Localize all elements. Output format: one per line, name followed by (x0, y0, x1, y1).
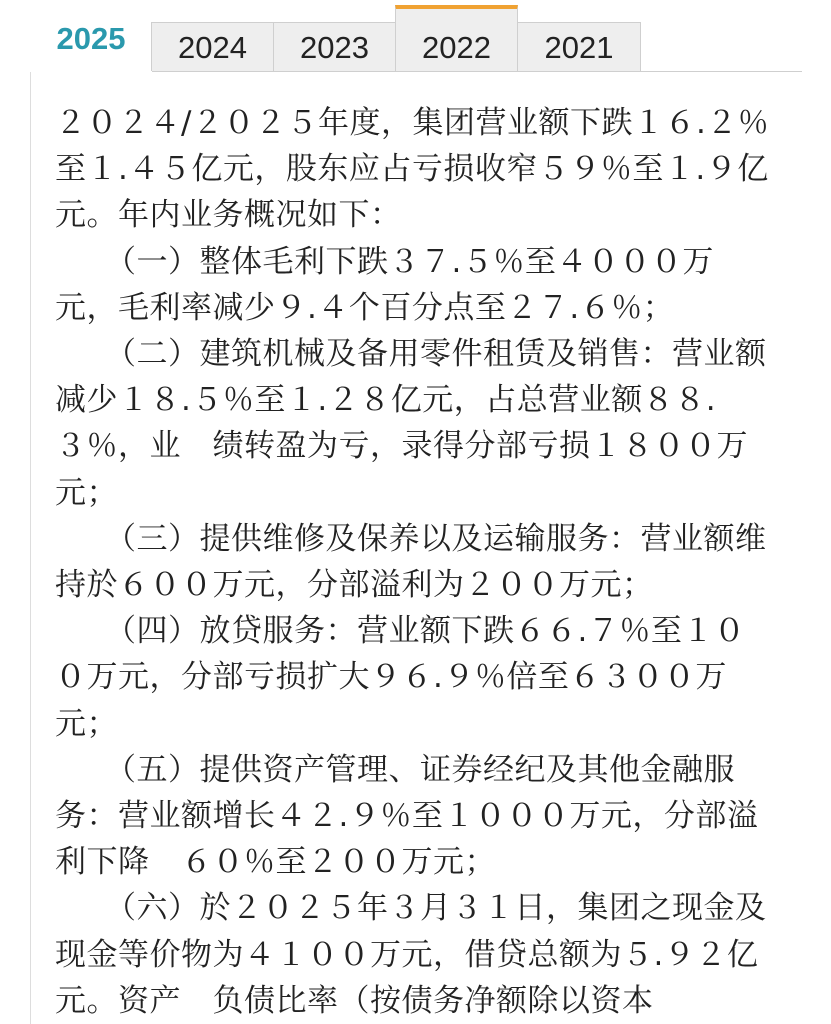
tab-2023[interactable]: 2023 (273, 22, 396, 71)
tab-2025[interactable]: 2025 (30, 10, 152, 72)
summary-item-3: （三）提供维修及保养以及运输服务：营业额维持於６００万元，分部溢利为２００万元； (55, 520, 767, 604)
summary-item-2: （二）建筑机械及备用零件租赁及销售：营业额减少１８.５％至１.２８亿元，占总营业额８８.３％，业 绩转盈为亏，录得分部亏损１８００万元； (55, 336, 767, 511)
summary-item-1: （一）整体毛利下跌３７.５％至４０００万元，毛利率减少９.４个百分点至２７.６％； (55, 243, 714, 326)
annual-summary (55, 100, 801, 1024)
tab-2021[interactable]: 2021 (517, 22, 641, 71)
summary-item-5: （五）提供资产管理、证券经纪及其他金融服务：营业额增长４２.９％至１０００万元，分部溢利下降 ６０％至２００万元； (55, 751, 759, 881)
content-left-border (30, 20, 31, 1024)
summary-item-6: （六）於２０２５年３月３１日，集团之现金及现金等价物为４１００万元，借贷总额为５.９２亿元。资产 负债比率（按债务净额除以资本 (55, 890, 767, 1019)
summary-intro: ２０２４/２０２５年度，集团营业额下跌１６.２％至１.４５亿元，股东应占亏损收窄５９％至１.９亿 元。年内业务概况如下： (55, 105, 801, 234)
summary-item-4: （四）放贷服务：营业额下跌６６.７％至１００万元，分部亏损扩大９６.９％倍至６３００万元； (55, 613, 746, 742)
year-tabs (30, 10, 802, 72)
tab-2022[interactable]: 2022 (395, 5, 518, 71)
tab-2024[interactable]: 2024 (151, 22, 274, 71)
